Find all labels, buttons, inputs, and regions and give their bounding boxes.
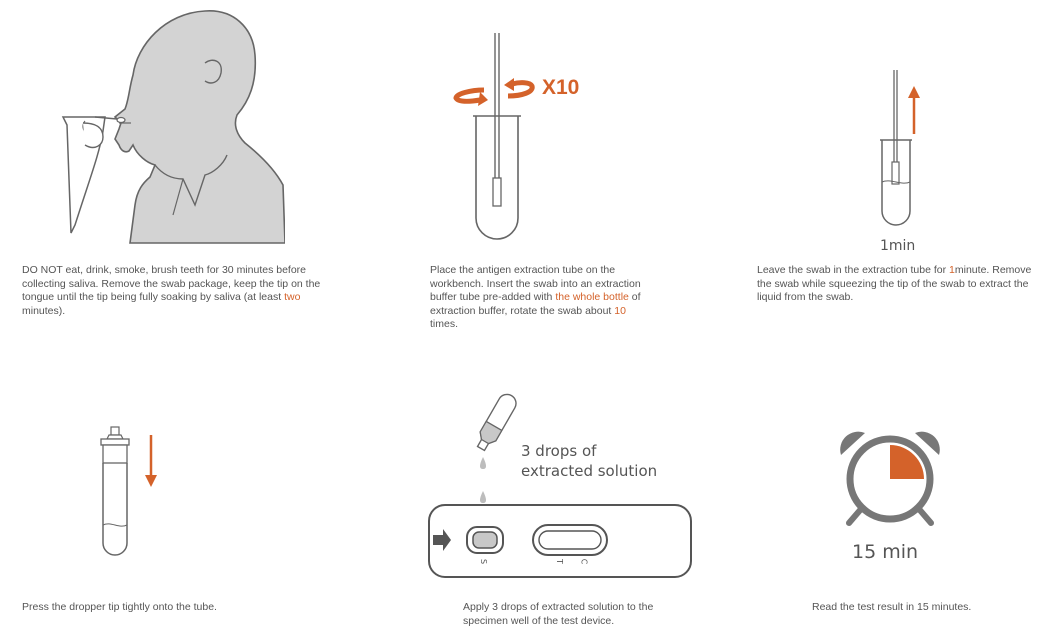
specimen-well-s-label: S	[479, 558, 489, 565]
step1-caption: DO NOT eat, drink, smoke, brush teeth for 30 minutes before collecting saliva. Remove the swab package, keep the tip on the tongue until the tip being fully soaking by saliva (at least two minutes).	[22, 264, 321, 317]
control-line-c-label: C	[579, 558, 589, 565]
step3-caption: Leave the swab in the extraction tube for 1minute. Remove the swab while squeezing the tip of the swab to extract the liquid from the swab.	[757, 264, 1032, 303]
timer-1min-label: 1min	[880, 238, 916, 254]
drops-label: 3 drops of extracted solution	[521, 442, 658, 480]
person-saliva-icon	[55, 5, 285, 245]
rotate-count-label: X10	[542, 76, 580, 99]
test-device-icon	[425, 385, 695, 580]
dropper-tube-icon	[95, 425, 165, 565]
test-line-t-label: T	[554, 559, 564, 564]
lift-swab-icon	[868, 66, 928, 236]
step4-caption: Press the dropper tip tightly onto the tube.	[22, 601, 217, 613]
step2-caption: Place the antigen extraction tube on the workbench. Insert the swab into an extraction buffer tube pre-added with the whole bottle of extraction buffer, rotate the swab about 10 times.	[430, 264, 641, 330]
step6-caption: Read the test result in 15 minutes.	[812, 601, 972, 613]
rotate-swab-icon	[440, 28, 600, 248]
step5-caption: Apply 3 drops of extracted solution to the specimen well of the test device.	[463, 601, 654, 627]
timer-15min-label: 15 min	[852, 541, 919, 563]
alarm-clock-icon	[835, 425, 945, 530]
